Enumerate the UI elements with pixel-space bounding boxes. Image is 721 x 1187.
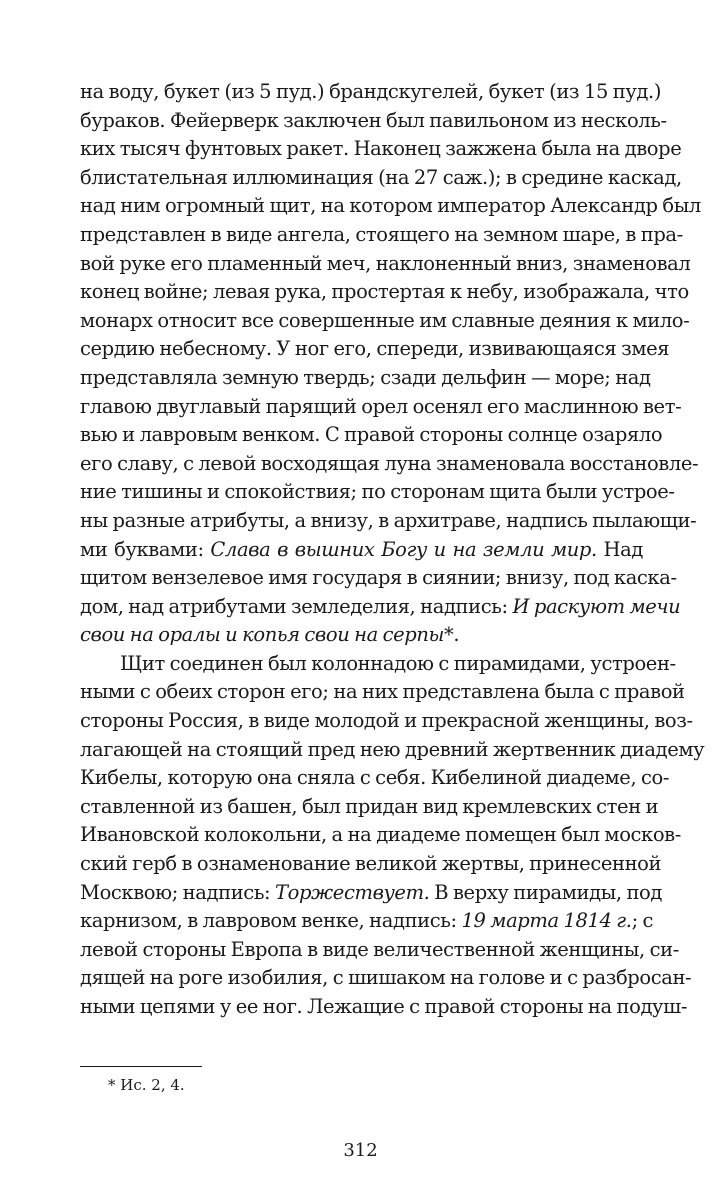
italic-quote: И раскуют мечи [512, 594, 681, 618]
text-line [80, 621, 643, 650]
text-line: конец войне; левая рука, простертая к небу, изображала, что [80, 280, 689, 304]
text-line: Ивановской колокольни, а на диадеме помещен был москов- [80, 823, 681, 847]
text-line: щитом вензелевое имя государя в сиянии; внизу, под каска- [80, 566, 677, 590]
text-line: Москвою; надпись: Торжествует. В верху пирамиды, под [80, 880, 662, 904]
text-line: ными с обеих сторон его; на них представлена была с правой [80, 680, 685, 704]
text-line: ких тысяч фунтовых ракет. Наконец зажжена была на дворе [80, 137, 682, 161]
text-line: лагающей на стоящий пред нею древний жертвенник диадему [80, 737, 705, 761]
italic-quote: Слава в вышних Богу и на земли мир. [210, 537, 597, 561]
text-line: монарх относит все совершенные им славные деяния к мило- [80, 308, 690, 332]
page-body [80, 78, 705, 1022]
italic-date: 19 марта 1814 г. [461, 909, 632, 933]
text-line: вой руке его пламенный меч, наклоненный вниз, знаменовал [80, 251, 691, 275]
text-line: на воду, букет (из 5 пуд.) брандскугелей, букет (из 15 пуд.) [80, 80, 662, 103]
italic-quote: Торжествует. [275, 880, 430, 904]
text-line: представлен в виде ангела, стоящего на земном шаре, в пра- [80, 222, 683, 246]
text-line: главою двуглавый парящий орел осенял его маслинною вет- [80, 394, 682, 418]
text-line: Кибелы, которую она сняла с себя. Кибелиной диадеме, со- [80, 766, 670, 790]
text-line: ны разные атрибуты, а внизу, в архитраве, надпись пылающи- [80, 508, 697, 532]
text-line: блистательная иллюминация (на 27 саж.); в средине каскад, [80, 165, 682, 189]
text-line: ными цепями у ее ног. Лежащие с правой стороны на подуш- [80, 995, 688, 1018]
text-line: представляла земную твердь; сзади дельфин — море; над [80, 365, 651, 389]
text-line: сердию небесному. У ног его, спереди, извивающаяся змея [80, 337, 670, 361]
page-number: 312 [343, 1140, 378, 1161]
text-line: стороны Россия, в виде молодой и прекрасной женщины, воз- [80, 709, 693, 733]
text-line: ние тишины и спокойствия; по сторонам щита были устрое- [80, 480, 675, 504]
text-line: дом, над атрибутами земледелия, надпись: И раскуют мечи [80, 594, 681, 618]
text-line: Щит соединен был колоннадою с пирамидами, устроен- [120, 651, 676, 675]
text-line: ский герб в ознаменование великой жертвы, принесенной [80, 852, 662, 876]
text-line: над ним огромный щит, на котором император Александр был [80, 194, 701, 218]
footnote-divider [80, 1066, 202, 1067]
text-line: дящей на роге изобилия, с шишаком на голове и с разбросан- [80, 966, 692, 990]
text-line: его славу, с левой восходящая луна знаменовала восстановле- [80, 451, 699, 475]
text-line: левой стороны Европа в виде величественной женщины, си- [80, 937, 679, 961]
italic-quote: свои на оралы и копья свои на серпы [80, 623, 445, 647]
text-line: ми буквами: Слава в вышних Богу и на земли мир. Над [80, 537, 643, 561]
text-line: вью и лавровым венком. С правой стороны солнце озаряло [80, 423, 663, 447]
text-line: бураков. Фейерверк заключен был павильоном из несколь- [80, 108, 667, 132]
text-line: карнизом, в лавровом венке, надпись: 19 марта 1814 г.; с [80, 909, 654, 933]
footnote: * Ис. 2, 4. [108, 1076, 185, 1094]
footnote-marker: *. [444, 623, 460, 647]
text-line: ставленной из башен, был придан вид кремлевских стен и [80, 794, 659, 818]
